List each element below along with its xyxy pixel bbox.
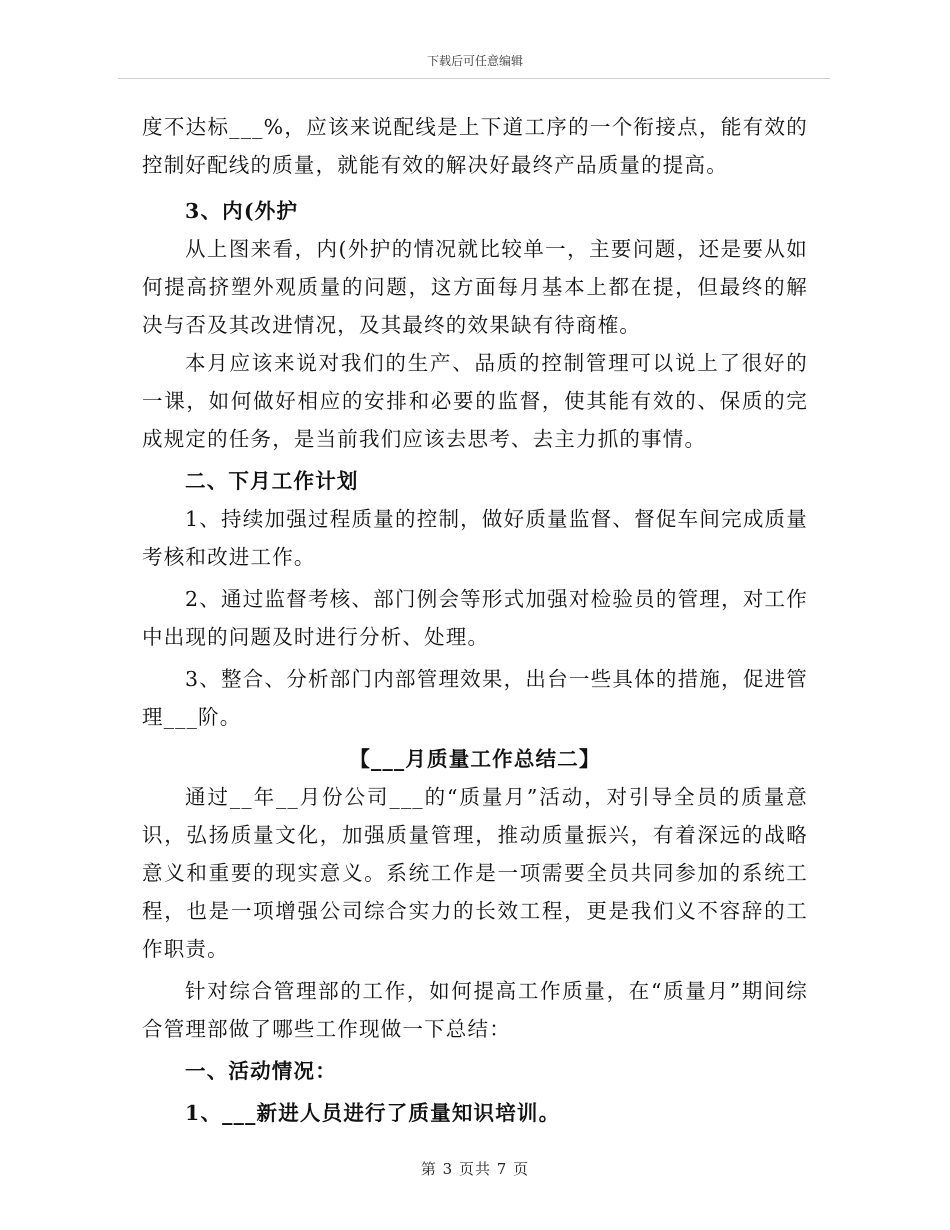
plan-item-3: 3、整合、分析部门内部管理效果，出台一些具体的措施，促进管理___阶。 — [142, 667, 808, 729]
paragraph-defect-rate: 度不达标___%，应该来说配线是上下道工序的一个衔接点，能有效的控制好配线的质量，就能有效的解决好最终产品质量的提高。 — [142, 115, 808, 177]
paragraph-sheath-analysis: 从上图来看，内(外护的情况就比较单一，主要问题，还是要从如何提高挤塑外观质量的问题，这方面每月基本上都在提，但最终的解决与否及其改进情况，及其最终的效果缺有待商榷。 — [142, 237, 808, 337]
heading-activity-status: 一、活动情况： — [185, 1059, 337, 1083]
document-body — [142, 108, 808, 1132]
page-header: 下载后可任意编辑 — [426, 54, 523, 68]
paragraph-management-dept: 针对综合管理部的工作，如何提高工作质量，在“质量月”期间综合管理部做了哪些工作现做一下总结： — [142, 979, 808, 1041]
plan-item-2: 2、通过监督考核、部门例会等形式加强对检验员的管理，对工作中出现的问题及时进行分析、处理。 — [142, 587, 808, 649]
header-divider — [118, 78, 830, 79]
page-number: 第 3 页共 7 页 — [420, 1160, 530, 1178]
heading-activity-item-1: 1、___新进人员进行了质量知识培训。 — [185, 1101, 561, 1125]
heading-next-month-plan: 二、下月工作计划 — [185, 469, 359, 493]
plan-item-1: 1、持续加强过程质量的控制，做好质量监督、督促车间完成质量考核和改进工作。 — [142, 507, 808, 569]
paragraph-month-summary: 本月应该来说对我们的生产、品质的控制管理可以说上了很好的一课，如何做好相应的安排和必要的监督，使其能有效的、保质的完成规定的任务，是当前我们应该去思考、去主力抓的事情。 — [142, 351, 808, 451]
heading-inner-outer-sheath: 3、内(外护 — [185, 199, 299, 223]
section-title: 【___月质量工作总结二】 — [349, 747, 601, 771]
paragraph-quality-month: 通过__年__月份公司___的“质量月”活动，对引导全员的质量意识，弘扬质量文化，加强质量管理，推动质量振兴，有着深远的战略意义和重要的现实意义。系统工作是一项需要全员共同参加的系统工程，也是一项增强公司综合实力的长效工程，更是我们义不容辞的工作职责。 — [142, 785, 808, 961]
